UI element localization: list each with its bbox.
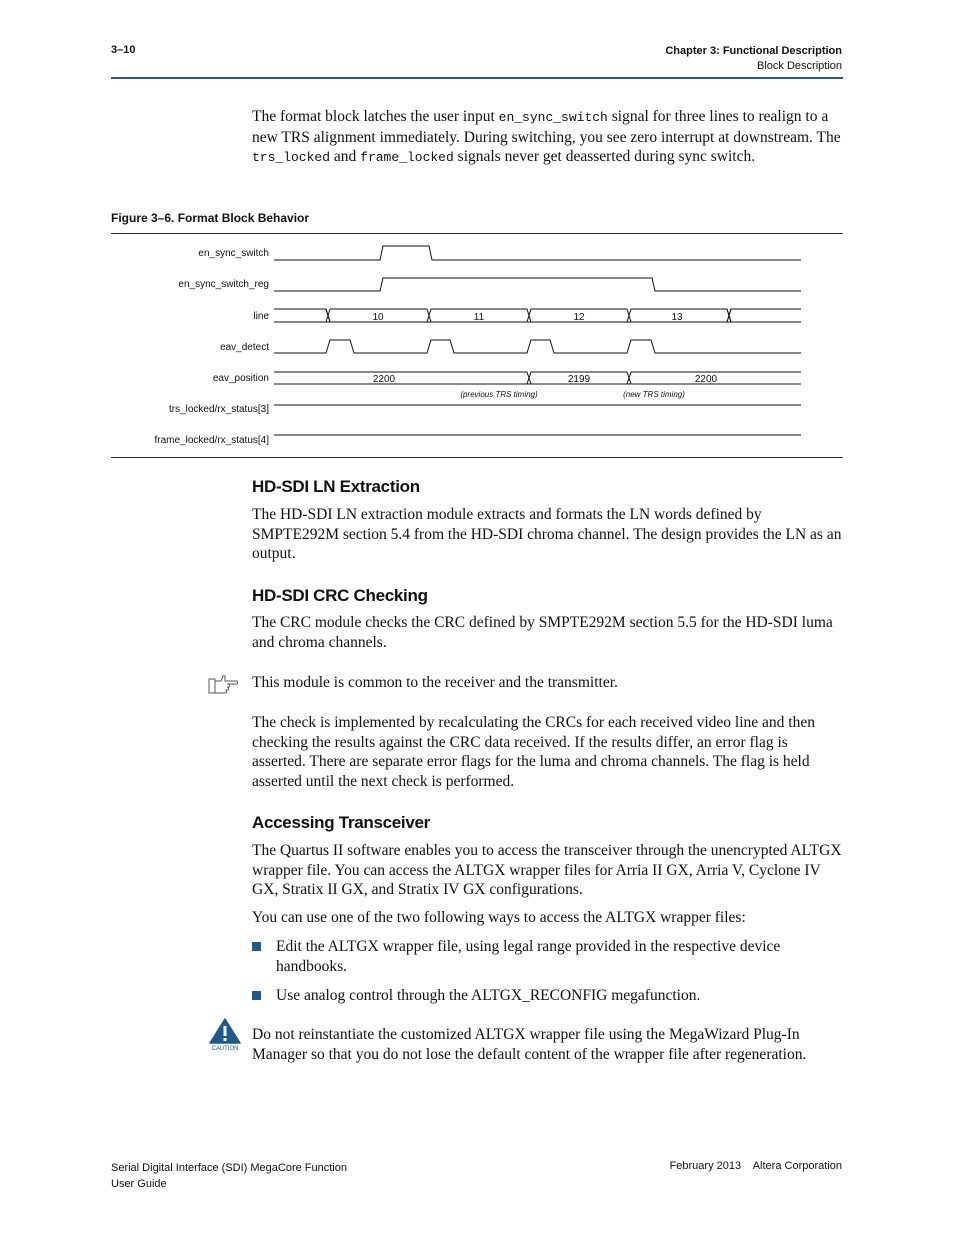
annotation-previous-trs: (previous TRS timing) (460, 390, 538, 399)
code-trs-locked: trs_locked (252, 150, 331, 165)
page-number: 3–10 (111, 44, 136, 56)
heading-ln-extraction: HD-SDI LN Extraction (252, 477, 420, 496)
signal-label-eav-position: eav_position (212, 373, 269, 384)
footer-title-line-1: Serial Digital Interface (SDI) MegaCore Function (111, 1162, 347, 1174)
footer-document-title (111, 1160, 347, 1192)
crc-paragraph: The CRC module checks the CRC defined by SMPTE292M section 5.5 for the HD-SDI luma and chroma channels. (252, 614, 833, 651)
wave-eav-detect (274, 340, 801, 353)
signal-label-eav-detect: eav_detect (220, 342, 269, 353)
eav-position-value-2199: 2199 (567, 374, 591, 385)
signal-label-trs-locked: trs_locked/rx_status[3] (168, 404, 269, 415)
chapter-title: Chapter 3: Functional Description (665, 45, 842, 57)
line-value-13: 13 (671, 312, 683, 323)
footer-date-company: February 2013 Altera Corporation (669, 1160, 842, 1172)
section-title: Block Description (757, 60, 842, 72)
eav-position-value-2200-b: 2200 (694, 374, 718, 385)
ln-paragraph: The HD-SDI LN extraction module extracts and formats the LN words defined by SMPTE292M section 5.4 from the HD-SDI chroma channel. The design provides the LN as an output. (252, 506, 842, 562)
pointing-hand-icon (207, 673, 239, 695)
caution-label: CAUTION (211, 1046, 239, 1052)
line-value-11: 11 (473, 312, 485, 323)
figure-caption: Figure 3–6. Format Block Behavior (111, 211, 310, 225)
heading-accessing-transceiver: Accessing Transceiver (252, 813, 430, 832)
bullet-marker (252, 942, 261, 951)
wave-eav-position-bus (274, 372, 801, 384)
intro-text-3: and (330, 148, 361, 165)
figure-bottom-rule (111, 457, 843, 458)
code-en-sync-switch: en_sync_switch (498, 110, 608, 125)
annotation-new-trs: (new TRS timing) (623, 390, 685, 399)
crc-paragraph-2: The check is implemented by recalculating the CRCs for each received video line and then checking the results against the CRC data received. If the results differ, an error flag is asserted. There are separate error flags for the luma and chroma channels. The flag is held asserted until the next check is performed. (252, 714, 815, 790)
code-frame-locked: frame_locked (360, 150, 454, 165)
footer-title-line-2: User Guide (111, 1178, 167, 1190)
bullet-item: Edit the ALTGX wrapper file, using legal range provided in the respective device handbooks. (276, 938, 781, 975)
signal-label-line: line (253, 311, 269, 322)
transceiver-paragraph: The Quartus II software enables you to access the transceiver through the unencrypted ALTGX wrapper file. You can access the ALTGX wrapper files for Arria II GX, Arria V, Cyclone IV GX, Stratix II GX, and Stratix IV GX configurations. (252, 842, 842, 898)
signal-label-en-sync-switch: en_sync_switch (198, 248, 269, 259)
wave-en-sync-switch (274, 246, 801, 260)
line-value-12: 12 (573, 312, 585, 323)
transceiver-paragraph-2: You can use one of the two following ways to access the ALTGX wrapper files: (252, 909, 746, 926)
signal-label-en-sync-switch-reg: en_sync_switch_reg (178, 279, 269, 290)
intro-text-4: signals never get deasserted during sync switch. (453, 148, 756, 165)
heading-crc-checking: HD-SDI CRC Checking (252, 586, 428, 605)
signal-label-frame-locked: frame_locked/rx_status[4] (154, 435, 269, 446)
intro-text-1: The format block latches the user input (252, 108, 499, 125)
caution-text: Do not reinstantiate the customized ALTGX wrapper file using the MegaWizard Plug-In Manager so that you do not lose the default content of the wrapper file after regeneration. (252, 1026, 807, 1063)
intro-text-2: signal for three lines to realign to a new TRS alignment immediately. During switching, you see zero interrupt at downstream. The (252, 108, 841, 146)
timing-diagram (0, 0, 954, 470)
eav-position-value-2200-a: 2200 (372, 374, 396, 385)
bullet-marker (252, 991, 261, 1000)
line-value-10: 10 (372, 312, 384, 323)
wave-line-bus (274, 309, 801, 322)
wave-en-sync-switch-reg (274, 278, 801, 291)
bullet-item: Use analog control through the ALTGX_RECONFIG megafunction. (276, 987, 701, 1004)
caution-icon (208, 1018, 242, 1052)
note-text: This module is common to the receiver and the transmitter. (252, 674, 618, 691)
